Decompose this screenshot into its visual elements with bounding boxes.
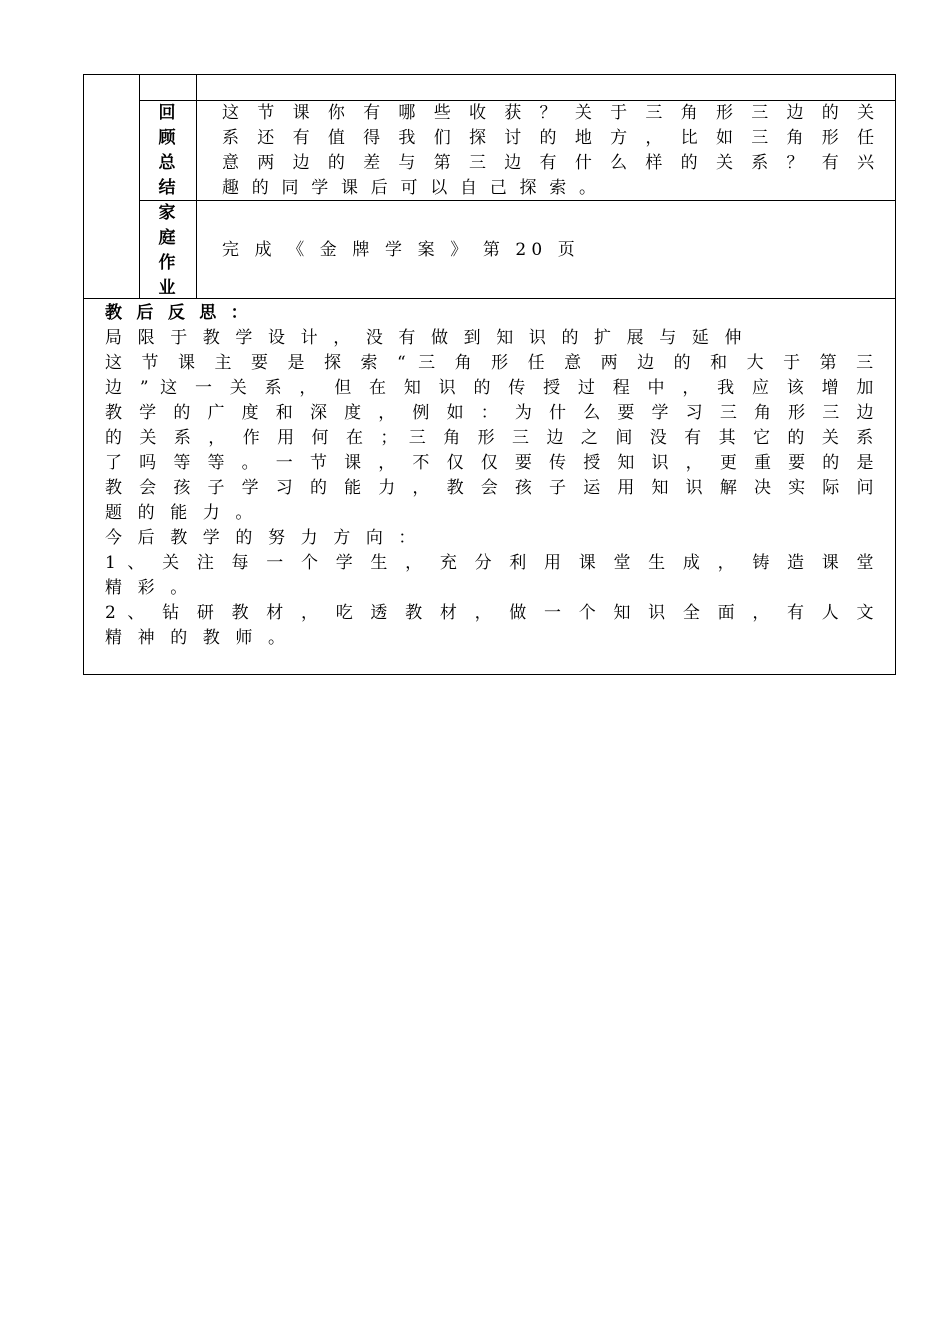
reflection-line: 题 的 能 力 。 — [105, 503, 258, 523]
reflection-line: 这 节 课 主 要 是 探 索 “ 三 角 形 任 意 两 边 的 和 大 于 第 三 — [105, 353, 874, 373]
reflection-line: 1 、 关 注 每 一 个 学 生 ， 充 分 利 用 课 堂 生 成 ， 铸 造 课 堂 — [105, 553, 874, 573]
reflection-section — [105, 301, 873, 651]
row-divider-bottom — [83, 298, 896, 299]
review-label: 回 顾 总 结 — [158, 103, 176, 198]
reflection-line: 教 会 孩 子 学 习 的 能 力 ， 教 会 孩 子 运 用 知 识 解 决 实 际 问 — [105, 478, 874, 498]
reflection-line: 2 、 钻 研 教 材 ， 吃 透 教 材 ， 做 一 个 知 识 全 面 ， 有 人 文 — [105, 603, 874, 623]
col-divider-2 — [196, 74, 197, 299]
review-line: 趣的同学课后可以自己探索。 — [222, 178, 609, 198]
homework-text: 完 成 《 金 牌 学 案 》 第 20 页 — [222, 240, 580, 260]
reflection-line: 了 吗 等 等 。 一 节 课 ， 不 仅 仅 要 传 授 知 识 ， 更 重 要 的 是 — [105, 453, 874, 473]
review-line: 意 两 边 的 差 与 第 三 边 有 什 么 样 的 关 系 ？ 有 兴 — [222, 153, 875, 173]
reflection-line: 精 神 的 教 师 。 — [105, 628, 291, 648]
reflection-line: 今 后 教 学 的 努 力 方 向 ： — [105, 528, 421, 548]
reflection-line: 教 学 的 广 度 和 深 度 ， 例 如 ： 为 什 么 要 学 习 三 角 形 三 边 — [105, 403, 874, 423]
review-text — [222, 101, 874, 201]
reflection-title: 教 后 反 思 ： — [105, 303, 252, 323]
review-line: 系 还 有 值 得 我 们 探 讨 的 地 方 ， 比 如 三 角 形 任 — [222, 128, 875, 148]
reflection-line: 精 彩 。 — [105, 578, 193, 598]
review-line: 这 节 课 你 有 哪 些 收 获 ？ 关 于 三 角 形 三 边 的 关 — [222, 103, 875, 123]
reflection-line: 边 ” 这 一 关 系 ， 但 在 知 识 的 传 授 过 程 中 ， 我 应 该 增 加 — [105, 378, 874, 398]
homework-label: 家 庭 作 业 — [158, 203, 176, 298]
reflection-line: 的 关 系 ， 作 用 何 在 ； 三 角 形 三 边 之 间 没 有 其 它 的 关 系 — [105, 428, 874, 448]
reflection-line: 局 限 于 教 学 设 计 ， 没 有 做 到 知 识 的 扩 展 与 延 伸 — [105, 328, 747, 348]
